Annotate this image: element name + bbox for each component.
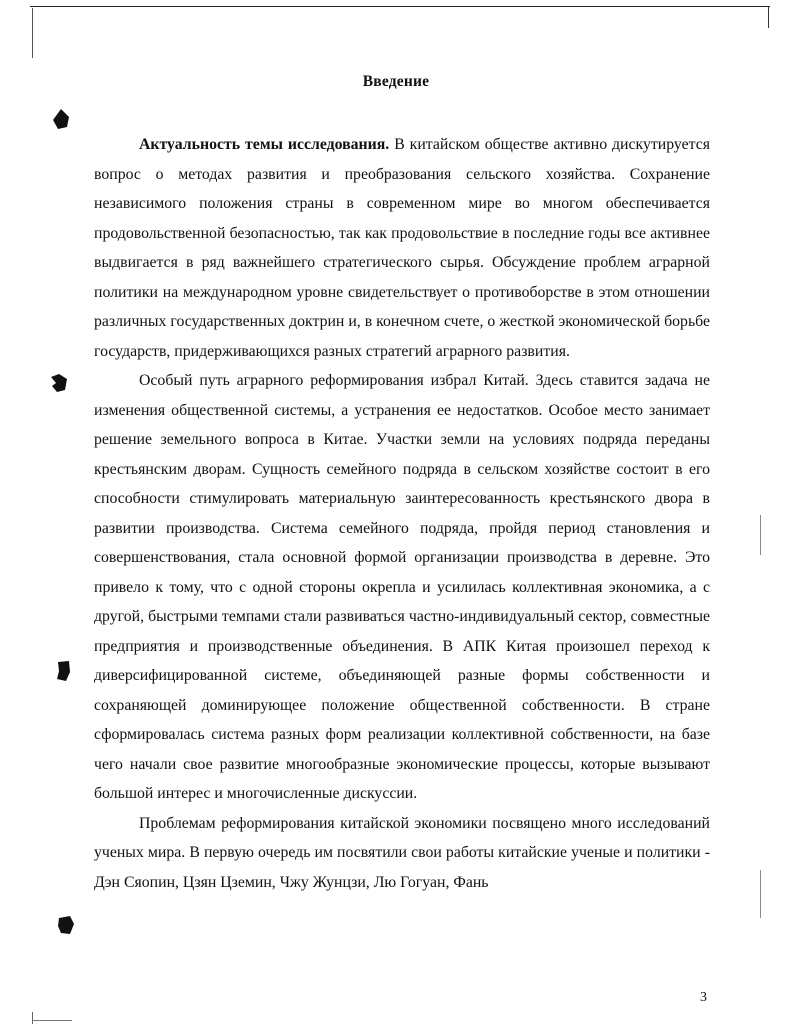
scan-mark-right xyxy=(760,870,761,918)
paragraph: Особый путь аграрного реформирования избрал Китай. Здесь ставится задача не изменения общественной системы, а устранения ее недостатков. Особое место занимает решение земельного вопроса в Китае. Участки земли на условиях подряда переданы крестьянским дворам. Сущность семейного подряда в сельском хозяйстве состоит в его способности стимулировать материальную заинтересованность крестьянского двора в развитии производства. Система семейного подряда, пройдя период становления и совершенствования, стала основной формой организации производства в деревне. Это привело к тому, что с одной стороны окрепла и усилилась коллективная экономика, а с другой, быстрыми темпами стали развиваться частно-индивидуальный сектор, совместные предприятия и производственные объединения. В АПК Китая произошел переход к диверсифицированной системе, объединяющей разные формы собственности и сохраняющей доминирующее положение общественной собственности. В стране сформировалась система разных форм реализации коллективной собственности, на базе чего начали свое развитие многообразные экономические процессы, которые вызывают большой интерес и многочисленные дискуссии. xyxy=(94,372,710,802)
punch-hole-mark xyxy=(55,660,71,682)
scan-mark-right xyxy=(760,515,761,555)
paragraph: Проблемам реформирования китайской экономики посвящено много исследований ученых мира. В первую очередь им посвятили свои работы китайские ученые и политики - Дэн Сяопин, Цзян Цземин, Чжу Жунцзи, Лю Гогуан, Фань xyxy=(94,814,710,891)
page-number: 3 xyxy=(700,990,707,1005)
paragraph-text: В китайском обществе активно дискутируется вопрос о методах развития и преобразования сельского хозяйства. Сохранение независимого положения страны в современном мире во многом обеспечивается продовольственной безопасностью, так как продовольствие в последние годы все активнее выдвигается в ряд важнейшего стратегического сырья. Обсуждение проблем аграрной политики на международном уровне свидетельствует о противоборстве в этом отношении различных государственных доктрин и, в конечном счете, о жесткой экономической борьбе государств, придерживающихся разных стратегий аграрного развития. xyxy=(94,136,710,360)
punch-hole-mark xyxy=(57,915,75,935)
scan-border-bottom-edge xyxy=(32,1020,72,1021)
section-heading: Введение xyxy=(362,73,430,90)
scan-border-bottom xyxy=(32,1012,33,1024)
punch-hole-mark xyxy=(52,108,70,130)
scan-border-right xyxy=(768,6,769,28)
paragraph-lead: Актуальность темы исследования. xyxy=(139,136,390,153)
scan-border-left xyxy=(32,8,33,58)
body-text xyxy=(94,130,710,897)
punch-hole-mark xyxy=(49,373,69,393)
paragraph xyxy=(94,130,710,366)
scan-border-top xyxy=(30,6,770,7)
